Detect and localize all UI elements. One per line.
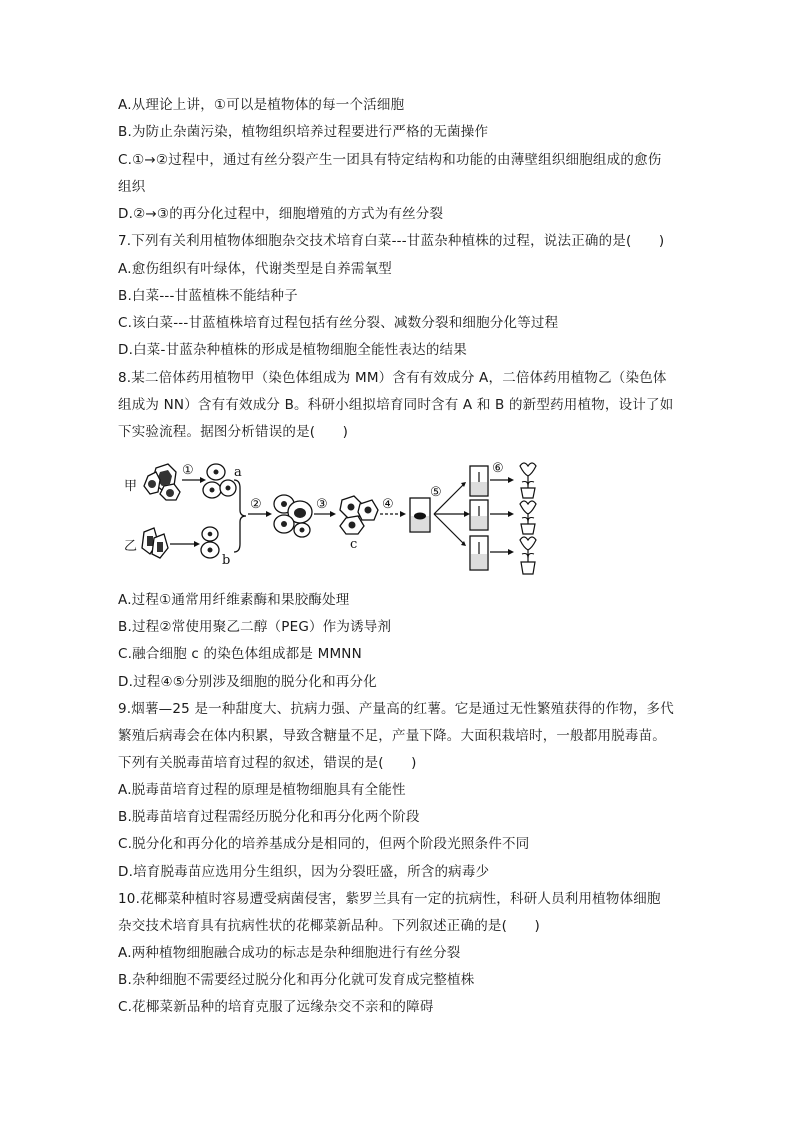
step-2-label: ② — [250, 497, 262, 512]
fused-cells-c — [340, 496, 378, 534]
option-line: 组织 — [118, 179, 146, 195]
question-line: 杂交技术培育具有抗病性状的花椰菜新品种。下列叙述正确的是( ) — [118, 918, 540, 934]
option-line: A.两种植物细胞融合成功的标志是杂种细胞进行有丝分裂 — [118, 945, 461, 961]
question-line: 下列有关脱毒苗培育过程的叙述，错误的是( ) — [118, 755, 417, 771]
option-line: C.该白菜---甘蓝植株培育过程包括有丝分裂、减数分裂和细胞分化等过程 — [118, 315, 559, 331]
experiment-flow-diagram — [124, 458, 564, 580]
fusing-protoplasts — [274, 495, 312, 537]
plant-jia-cells — [144, 464, 180, 500]
option-line: C.①→②过程中，通过有丝分裂产生一团具有特定结构和功能的由薄壁组织细胞组成的愈伤 — [118, 152, 662, 168]
potted-plants — [520, 463, 536, 574]
question-line: 10.花椰菜种植时容易遭受病菌侵害，紫罗兰具有一定的抗病性，科研人员利用植物体细胞 — [118, 891, 661, 907]
plant-jia-label: 甲 — [124, 479, 138, 494]
plant-yi-label: 乙 — [124, 539, 138, 554]
option-line: A.脱毒苗培育过程的原理是植物细胞具有全能性 — [118, 782, 406, 798]
option-line: D.白菜-甘蓝杂种植株的形成是植物细胞全能性表达的结果 — [118, 342, 467, 358]
option-line: C.融合细胞 c 的染色体组成都是 MMNN — [118, 646, 362, 662]
option-line: D.过程④⑤分别涉及细胞的脱分化和再分化 — [118, 674, 377, 690]
question-line: 7.下列有关利用植物体细胞杂交技术培育白菜---甘蓝杂种植株的过程，说法正确的是( ) — [118, 233, 665, 249]
option-line: D.②→③的再分化过程中，细胞增殖的方式为有丝分裂 — [118, 206, 444, 222]
protoplast-a — [203, 464, 236, 498]
label-b: b — [222, 553, 231, 568]
question-line: 组成为 NN）含有有效成分 B。科研小组拟培育同时含有 A 和 B 的新型药用植物，设计了如 — [118, 397, 674, 413]
question-line: 9.烟薯—25 是一种甜度大、抗病力强、产量高的红薯。它是通过无性繁殖获得的作物，多代 — [118, 701, 674, 717]
option-line: A.过程①通常用纤维素酶和果胶酶处理 — [118, 592, 350, 608]
protoplast-b — [201, 527, 219, 558]
option-line: B.为防止杂菌污染，植物组织培养过程要进行严格的无菌操作 — [118, 124, 489, 140]
option-line: D.培育脱毒苗应选用分生组织，因为分裂旺盛，所含的病毒少 — [118, 864, 490, 880]
step-1-label: ① — [182, 463, 194, 478]
plant-yi-cells — [142, 528, 168, 558]
option-line: B.杂种细胞不需要经过脱分化和再分化就可发育成完整植株 — [118, 972, 475, 988]
option-line: C.脱分化和再分化的培养基成分是相同的，但两个阶段光照条件不同 — [118, 836, 530, 852]
step-3-label: ③ — [316, 497, 328, 512]
culture-bottle-callus — [410, 498, 430, 532]
step-4-label: ④ — [382, 497, 394, 512]
option-line: C.花椰菜新品种的培育克服了远缘杂交不亲和的障碍 — [118, 999, 434, 1015]
step-6-label: ⑥ — [492, 461, 504, 476]
option-line: B.脱毒苗培育过程需经历脱分化和再分化两个阶段 — [118, 809, 420, 825]
label-c: c — [350, 537, 358, 552]
option-line: A.愈伤组织有叶绿体，代谢类型是自养需氧型 — [118, 261, 392, 277]
question-line: 下实验流程。据图分析错误的是( ) — [118, 424, 349, 440]
label-a: a — [234, 465, 242, 480]
option-line: B.过程②常使用聚乙二醇（PEG）作为诱导剂 — [118, 619, 392, 635]
step-5-label: ⑤ — [430, 485, 442, 500]
option-line: A.从理论上讲，①可以是植物体的每一个活细胞 — [118, 97, 405, 113]
culture-bottles-plantlets — [470, 466, 488, 570]
question-line: 繁殖后病毒会在体内积累，导致含糖量不足，产量下降。大面积栽培时，一般都用脱毒苗。 — [118, 728, 666, 744]
option-line: B.白菜---甘蓝植株不能结种子 — [118, 288, 298, 304]
question-line: 8.某二倍体药用植物甲（染色体组成为 MM）含有有效成分 A，二倍体药用植物乙（染色体 — [118, 370, 667, 386]
